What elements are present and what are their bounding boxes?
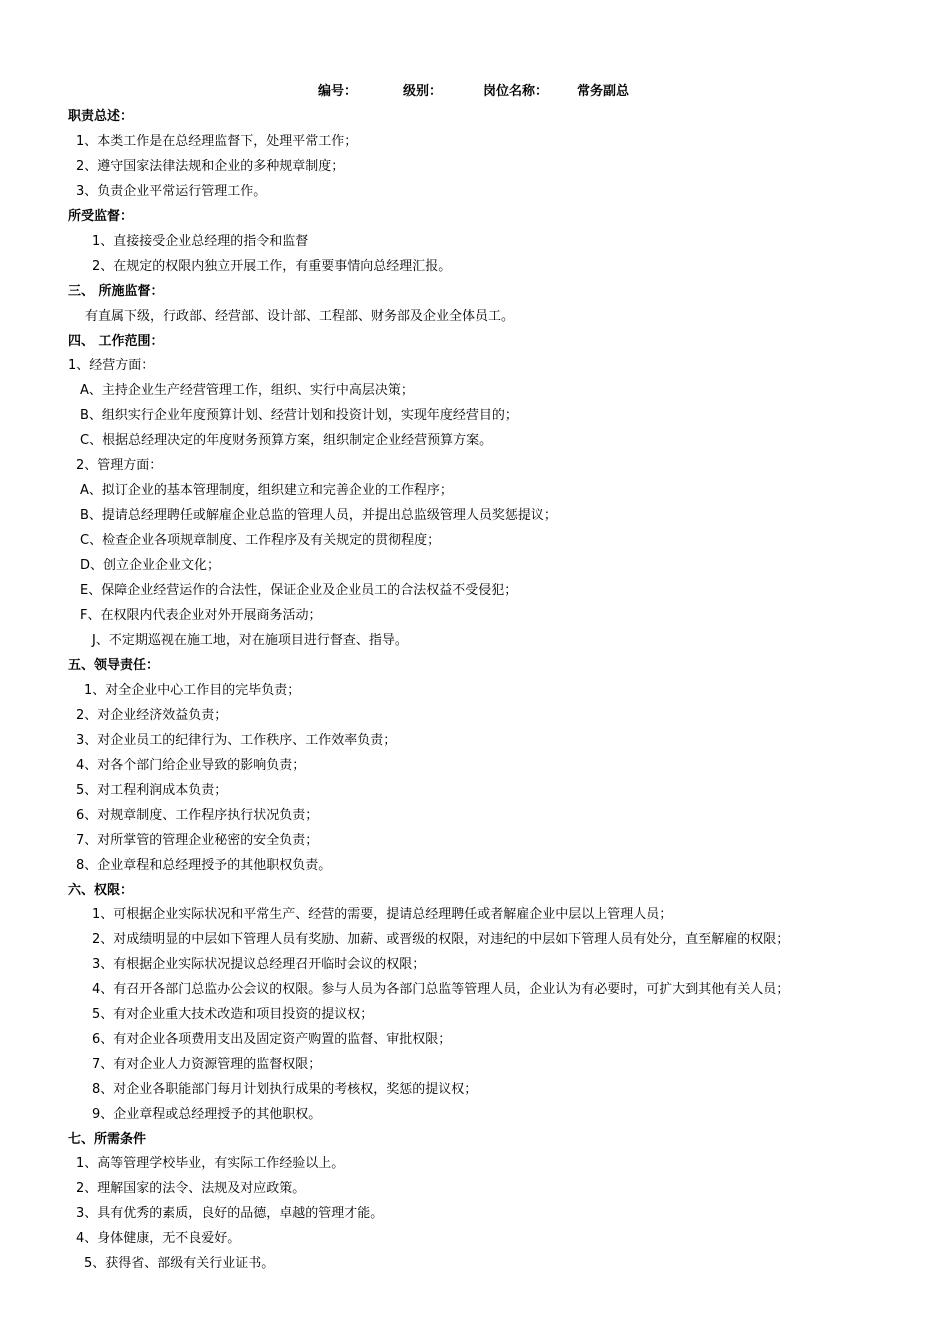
position-value: 常务副总: [577, 84, 630, 99]
section-title-leadership: 五、领导责任：: [68, 658, 160, 673]
authority-item: 7、有对企业人力资源管理的监督权限；: [92, 1057, 322, 1072]
operations-item: A、主持企业生产经营管理工作，组织、实行中高层决策；: [80, 383, 414, 398]
management-item: F、在权限内代表企业对外开展商务活动；: [80, 608, 322, 623]
level-label: 级别：: [403, 84, 443, 99]
requirement-item: 3、具有优秀的素质，良好的品德，卓越的管理才能。: [76, 1206, 384, 1221]
operations-item: C、根据总经理决定的年度财务预算方案，组织制定企业经营预算方案。: [80, 433, 493, 448]
management-item: B、提请总经理聘任或解雇企业总监的管理人员，并提出总监级管理人员奖惩提议；: [80, 508, 557, 523]
section-title-supervises: 三、 所施监督：: [68, 284, 164, 299]
section-title-supervised-by: 所受监督：: [68, 209, 134, 224]
supervises-text: 有直属下级，行政部、经营部、设计部、工程部、财务部及企业全体员工。: [85, 309, 515, 324]
leadership-item: 5、对工程利润成本负责；: [76, 783, 228, 798]
leadership-item: 3、对企业员工的纪律行为、工作秩序、工作效率负责；: [76, 733, 397, 748]
code-label: 编号：: [318, 84, 358, 99]
leadership-item: 2、对企业经济效益负责；: [76, 708, 228, 723]
management-item: E、保障企业经营运作的合法性，保证企业及企业员工的合法权益不受侵犯；: [80, 583, 518, 598]
duty-item: 3、负责企业平常运行管理工作。: [76, 184, 267, 199]
requirement-item: 1、高等管理学校毕业，有实际工作经验以上。: [76, 1156, 345, 1171]
leadership-item: 4、对各个部门给企业导致的影响负责；: [76, 758, 306, 773]
subsection-title-operations: 1、经营方面：: [68, 358, 155, 373]
management-item: C、检查企业各项规章制度、工作程序及有关规定的贯彻程度；: [80, 533, 441, 548]
subsection-title-management: 2、管理方面：: [76, 458, 163, 473]
section-title-duties: 职责总述：: [68, 109, 134, 124]
authority-item: 9、企业章程或总经理授予的其他职权。: [92, 1107, 322, 1122]
position-label: 岗位名称：: [483, 84, 549, 99]
requirement-item: 2、理解国家的法令、法规及对应政策。: [76, 1181, 306, 1196]
leadership-item: 6、对规章制度、工作程序执行状况负责；: [76, 808, 319, 823]
requirement-item: 4、身体健康，无不良爱好。: [76, 1231, 241, 1246]
authority-item: 3、有根据企业实际状况提议总经理召开临时会议的权限；: [92, 957, 426, 972]
authority-item: 8、对企业各职能部门每月计划执行成果的考核权，奖惩的提议权；: [92, 1082, 478, 1097]
duty-item: 2、遵守国家法律法规和企业的多种规章制度；: [76, 159, 345, 174]
section-title-authority: 六、权限：: [68, 883, 134, 898]
duty-item: 1、本类工作是在总经理监督下，处理平常工作；: [76, 134, 358, 149]
requirement-item: 5、获得省、部级有关行业证书。: [84, 1256, 275, 1271]
operations-item: B、组织实行企业年度预算计划、经营计划和投资计划，实现年度经营目的；: [80, 408, 518, 423]
section-title-work-scope: 四、 工作范围：: [68, 334, 164, 349]
authority-item: 5、有对企业重大技术改造和项目投资的提议权；: [92, 1007, 374, 1022]
leadership-item: 8、企业章程和总经理授予的其他职权负责。: [76, 858, 332, 873]
authority-item: 4、有召开各部门总监办公会议的权限。参与人员为各部门总监等管理人员，企业认为有必要时，可扩大到其他有关人员；: [92, 982, 790, 997]
management-item: J、不定期巡视在施工地，对在施项目进行督查、指导。: [92, 633, 408, 648]
supervised-item: 1、直接接受企业总经理的指令和监督: [92, 234, 309, 249]
leadership-item: 7、对所掌管的管理企业秘密的安全负责；: [76, 833, 319, 848]
authority-item: 1、可根据企业实际状况和平常生产、经营的需要，提请总经理聘任或者解雇企业中层以上管理人员；: [92, 907, 673, 922]
supervised-item: 2、在规定的权限内独立开展工作，有重要事情向总经理汇报。: [92, 259, 452, 274]
section-title-requirements: 七、所需条件: [68, 1132, 147, 1147]
management-item: D、创立企业企业文化；: [80, 558, 221, 573]
authority-item: 6、有对企业各项费用支出及固定资产购置的监督、审批权限；: [92, 1032, 452, 1047]
authority-item: 2、对成绩明显的中层如下管理人员有奖励、加薪、或晋级的权限，对违纪的中层如下管理人员有处分，直至解雇的权限；: [92, 932, 790, 947]
leadership-item: 1、对全企业中心工作目的完毕负责；: [84, 683, 301, 698]
management-item: A、拟订企业的基本管理制度，组织建立和完善企业的工作程序；: [80, 483, 453, 498]
